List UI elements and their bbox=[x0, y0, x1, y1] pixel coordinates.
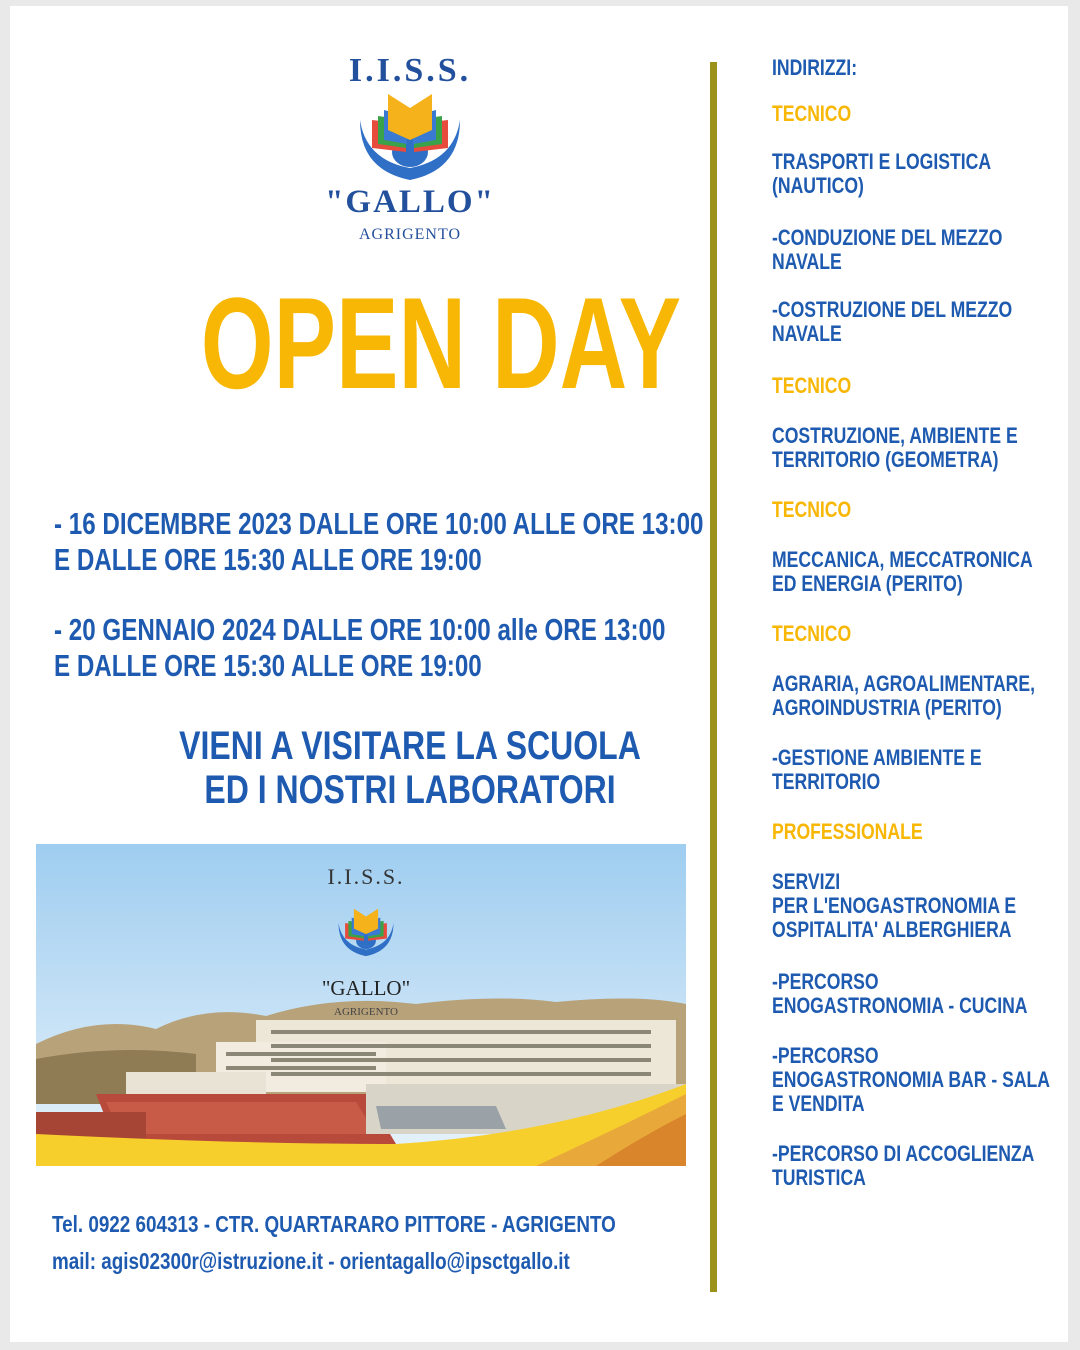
visit-line-1: VIENI A VISITARE LA SCUOLA bbox=[179, 724, 641, 768]
logo-iiss-text: I.I.S.S. bbox=[348, 52, 472, 89]
open-book-emblem-icon bbox=[350, 90, 470, 186]
logo-city-text: AGRIGENTO bbox=[358, 226, 462, 243]
indirizzo-item: AGRARIA, AGROALIMENTARE, AGROINDUSTRIA (PERITO) bbox=[772, 671, 1036, 720]
date-2-line-1: - 20 GENNAIO 2024 DALLE ORE 10:00 alle ORE 13:00 bbox=[54, 612, 666, 647]
indirizzo-category: TECNICO bbox=[772, 497, 852, 522]
school-logo bbox=[290, 46, 530, 246]
photo-logo-gallo-text: "GALLO" bbox=[321, 976, 411, 1000]
indirizzi-heading: INDIRIZZI: bbox=[772, 55, 858, 80]
open-day-title: OPEN DAY bbox=[200, 270, 682, 416]
column-divider bbox=[710, 62, 717, 1292]
indirizzo-item: -PERCORSO ENOGASTRONOMIA - CUCINA bbox=[772, 969, 1028, 1018]
photo-logo-city-text: AGRIGENTO bbox=[334, 1006, 398, 1018]
contact-emails: mail: agis02300r@istruzione.it - orientagallo@ipsctgallo.it bbox=[52, 1248, 570, 1274]
indirizzo-item: -PERCORSO ENOGASTRONOMIA BAR - SALA E VENDITA bbox=[772, 1043, 1051, 1116]
indirizzo-item: -PERCORSO DI ACCOGLIENZA TURISTICA bbox=[772, 1141, 1035, 1190]
date-block-2 bbox=[54, 612, 665, 684]
indirizzo-category: TECNICO bbox=[772, 621, 852, 646]
indirizzo-category: PROFESSIONALE bbox=[772, 819, 923, 844]
date-1-line-2: E DALLE ORE 15:30 ALLE ORE 19:00 bbox=[54, 542, 482, 577]
indirizzo-item: -COSTRUZIONE DEL MEZZO NAVALE bbox=[772, 297, 1013, 346]
indirizzo-category: TECNICO bbox=[772, 373, 852, 398]
photo-book-emblem-icon bbox=[333, 894, 399, 972]
photo-logo-iiss-text: I.I.S.S. bbox=[327, 864, 405, 889]
indirizzo-item: -CONDUZIONE DEL MEZZO NAVALE bbox=[772, 225, 1003, 274]
school-building-photo bbox=[36, 844, 686, 1166]
indirizzo-item: SERVIZI PER L'ENOGASTRONOMIA E OSPITALITA' ALBERGHIERA bbox=[772, 869, 1017, 942]
date-1-line-1: - 16 DICEMBRE 2023 DALLE ORE 10:00 ALLE ORE 13:00 bbox=[54, 506, 704, 541]
visit-line-2: ED I NOSTRI LABORATORI bbox=[204, 768, 616, 812]
photo-school-logo bbox=[286, 864, 446, 1024]
visit-invitation bbox=[106, 724, 714, 812]
indirizzo-item: MECCANICA, MECCATRONICA ED ENERGIA (PERITO) bbox=[772, 547, 1033, 596]
indirizzo-item: COSTRUZIONE, AMBIENTE E TERRITORIO (GEOMETRA) bbox=[772, 423, 1018, 472]
logo-gallo-text: "GALLO" bbox=[325, 184, 495, 220]
date-block-1 bbox=[54, 506, 703, 578]
flyer-page bbox=[10, 6, 1068, 1342]
contact-phone-address: Tel. 0922 604313 - CTR. QUARTARARO PITTORE - AGRIGENTO bbox=[52, 1211, 616, 1237]
indirizzo-item: TRASPORTI E LOGISTICA (NAUTICO) bbox=[772, 149, 992, 198]
indirizzo-category: TECNICO bbox=[772, 101, 852, 126]
indirizzo-item: -GESTIONE AMBIENTE E TERRITORIO bbox=[772, 745, 982, 794]
date-2-line-2: E DALLE ORE 15:30 ALLE ORE 19:00 bbox=[54, 648, 482, 683]
